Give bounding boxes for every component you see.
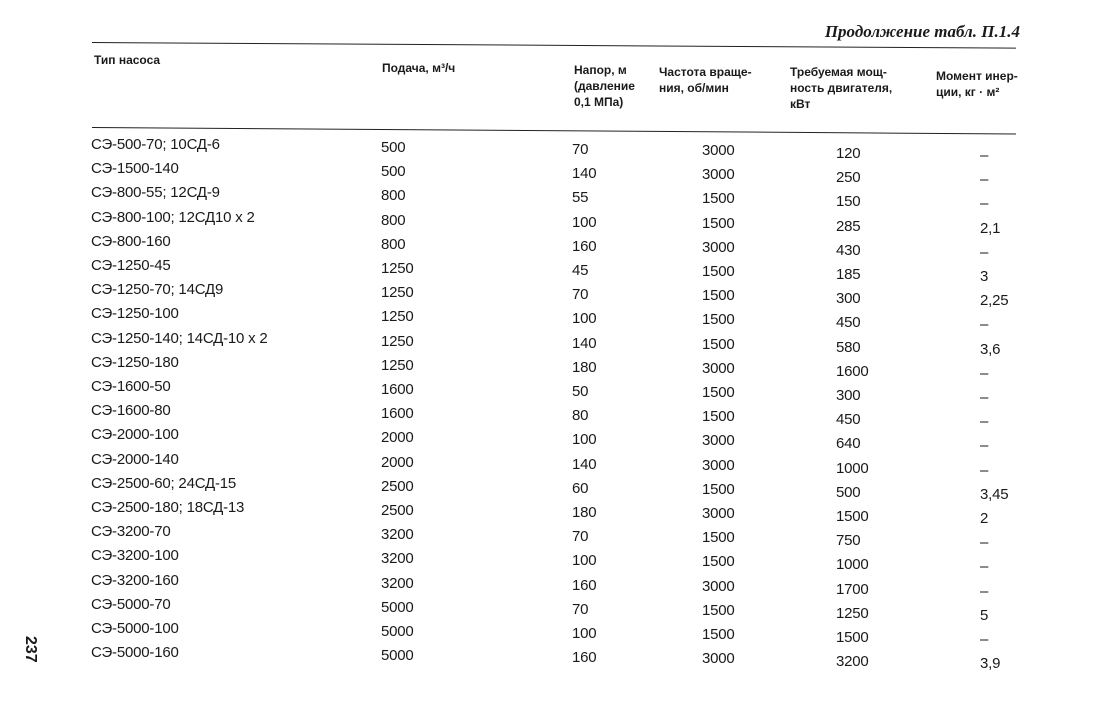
flow-cell: 1250: [381, 284, 414, 302]
pump-type-cell: СЭ-5000-100: [91, 620, 179, 637]
head-cell: 180: [572, 358, 597, 376]
flow-cell: 500: [381, 139, 406, 156]
speed-cell: 1500: [702, 214, 735, 232]
head-cell: 160: [572, 649, 597, 667]
table-row: [0, 449, 1106, 479]
inertia-cell: –: [980, 195, 989, 213]
table-row: [0, 255, 1106, 285]
inertia-cell: –: [980, 364, 989, 382]
header-head-line: (давление: [574, 79, 635, 93]
flow-cell: 2000: [381, 453, 414, 471]
speed-cell: 1500: [702, 529, 735, 547]
pump-type-cell: СЭ-1250-180: [91, 353, 179, 371]
speed-cell: 3000: [702, 505, 735, 522]
pump-type-cell: СЭ-2000-100: [91, 426, 179, 444]
speed-cell: 3000: [702, 577, 735, 595]
pump-type-cell: СЭ-1600-80: [91, 402, 171, 420]
flow-cell: 800: [381, 211, 406, 229]
table-row: [0, 158, 1106, 189]
head-cell: 100: [572, 431, 597, 449]
table-row: [0, 473, 1106, 503]
speed-cell: 1500: [702, 263, 735, 280]
table-row: [0, 376, 1106, 406]
speed-cell: 3000: [702, 432, 735, 450]
head-cell: 55: [572, 189, 589, 207]
inertia-cell: –: [980, 631, 989, 648]
head-cell: 100: [572, 213, 597, 231]
power-cell: 450: [836, 411, 861, 429]
header-flow-line: Подача, м³/ч: [382, 61, 456, 75]
flow-cell: 1250: [381, 260, 414, 277]
flow-cell: 1250: [381, 308, 414, 326]
power-cell: 300: [836, 290, 861, 308]
table-row: [0, 231, 1106, 261]
inertia-cell: –: [980, 243, 989, 261]
power-cell: 1600: [836, 362, 869, 380]
top-rule: [92, 42, 1016, 49]
pump-type-cell: СЭ-2500-180; 18СД-13: [91, 499, 245, 516]
header-speed-line: ния, об/мин: [659, 81, 729, 95]
flow-cell: 3200: [381, 574, 414, 592]
head-cell: 70: [572, 600, 589, 618]
head-cell: 45: [572, 262, 589, 279]
head-cell: 80: [572, 407, 589, 425]
inertia-cell: –: [980, 558, 989, 576]
pump-type-cell: СЭ-2000-140: [91, 450, 179, 468]
inertia-cell: 3,6: [980, 340, 1001, 358]
head-cell: 60: [572, 479, 589, 497]
header-inertia-line: ции, кг · м²: [936, 85, 1000, 99]
flow-cell: 3200: [381, 550, 414, 568]
speed-cell: 1500: [702, 626, 735, 643]
flow-cell: 2500: [381, 502, 414, 519]
table-row: [0, 134, 1106, 164]
pump-type-cell: СЭ-3200-100: [91, 547, 179, 565]
flow-cell: 5000: [381, 647, 414, 665]
power-cell: 285: [836, 217, 861, 235]
pump-type-cell: СЭ-3200-160: [91, 571, 179, 589]
power-cell: 500: [836, 483, 861, 501]
pump-type-cell: СЭ-3200-70: [91, 523, 171, 541]
flow-cell: 800: [381, 235, 406, 253]
power-cell: 150: [836, 193, 861, 211]
power-cell: 750: [836, 532, 861, 550]
table-row: [0, 545, 1106, 576]
power-cell: 1000: [836, 459, 869, 477]
table-row: [0, 400, 1106, 431]
inertia-cell: 3,9: [980, 655, 1001, 673]
speed-cell: 1500: [702, 287, 735, 305]
flow-cell: 5000: [381, 623, 414, 640]
head-cell: 70: [572, 141, 589, 158]
inertia-cell: –: [980, 147, 989, 164]
table-row: [0, 279, 1106, 310]
pump-type-cell: СЭ-5000-160: [91, 644, 179, 662]
inertia-cell: –: [980, 437, 989, 455]
pump-type-cell: СЭ-1250-70; 14СД9: [91, 281, 224, 299]
speed-cell: 1500: [702, 553, 735, 571]
speed-cell: 1500: [702, 190, 735, 208]
header-power-line: кВт: [790, 97, 811, 111]
flow-cell: 3200: [381, 526, 414, 544]
table-row: [0, 328, 1106, 358]
power-cell: 1000: [836, 556, 869, 574]
header-type: Тип насоса: [94, 53, 161, 67]
speed-cell: 3000: [702, 142, 735, 159]
inertia-cell: 3: [980, 268, 989, 285]
table-row: [0, 424, 1106, 455]
speed-cell: 1500: [702, 384, 735, 401]
speed-cell: 1500: [702, 601, 735, 619]
speed-cell: 3000: [702, 650, 735, 668]
header-power-line: Требуемая мощ-: [790, 65, 887, 79]
speed-cell: 1500: [702, 335, 735, 353]
power-cell: 450: [836, 314, 861, 332]
pump-type-cell: СЭ-500-70; 10СД-6: [91, 136, 220, 153]
inertia-cell: –: [980, 534, 989, 552]
flow-cell: 5000: [381, 598, 414, 616]
flow-cell: 1600: [381, 381, 414, 398]
head-cell: 100: [572, 552, 597, 570]
table-row: [0, 642, 1106, 673]
pump-type-cell: СЭ-5000-70: [91, 595, 171, 613]
pump-type-cell: СЭ-1250-45: [91, 257, 171, 274]
page-number: 237: [22, 636, 39, 663]
header-speed: [659, 64, 752, 96]
header-inertia: [936, 68, 1018, 100]
inertia-cell: 2,1: [980, 219, 1001, 237]
head-cell: 140: [572, 165, 597, 183]
header-power-line: ность двигателя,: [790, 81, 893, 95]
header-head: [574, 62, 635, 110]
flow-cell: 1250: [381, 356, 414, 374]
speed-cell: 3000: [702, 166, 735, 184]
inertia-cell: –: [980, 389, 989, 406]
table-row: [0, 182, 1106, 213]
header-inertia-line: Момент инер-: [936, 69, 1018, 83]
speed-cell: 3000: [702, 359, 735, 377]
inertia-cell: –: [980, 582, 989, 600]
head-cell: 100: [572, 625, 597, 642]
power-cell: 250: [836, 169, 861, 187]
head-cell: 50: [572, 383, 589, 400]
table-row: [0, 352, 1106, 382]
header-head-line: 0,1 МПа): [574, 95, 624, 109]
table-row: [0, 207, 1106, 237]
pump-type-cell: СЭ-2500-60; 24СД-15: [91, 474, 237, 492]
speed-cell: 1500: [702, 311, 735, 329]
table-caption: Продолжение табл. П.1.4: [824, 22, 1020, 41]
power-cell: 430: [836, 241, 861, 259]
flow-cell: 2500: [381, 477, 414, 495]
head-cell: 180: [572, 504, 597, 521]
pump-type-cell: СЭ-800-55; 12СД-9: [91, 184, 220, 202]
table-row: [0, 521, 1106, 552]
head-cell: 160: [572, 237, 597, 255]
power-cell: 185: [836, 266, 861, 283]
head-cell: 100: [572, 310, 597, 328]
inertia-cell: –: [980, 316, 989, 334]
flow-cell: 1600: [381, 405, 414, 423]
speed-cell: 3000: [702, 238, 735, 256]
flow-cell: 2000: [381, 429, 414, 447]
flow-cell: 1250: [381, 332, 414, 350]
header-speed-line: Частота враще-: [659, 65, 752, 79]
head-cell: 70: [572, 286, 589, 304]
table-row: [0, 570, 1106, 600]
power-cell: 1500: [836, 508, 869, 525]
header-flow: [382, 60, 455, 76]
speed-cell: 3000: [702, 456, 735, 474]
header-head-line: Напор, м: [574, 63, 627, 77]
power-cell: 640: [836, 435, 861, 453]
table-row: [0, 497, 1106, 527]
speed-cell: 1500: [702, 408, 735, 426]
inertia-cell: –: [980, 413, 989, 431]
pump-type-cell: СЭ-1500-140: [91, 160, 179, 178]
head-cell: 140: [572, 455, 597, 473]
table-row: [0, 618, 1106, 648]
inertia-cell: 2,25: [980, 292, 1009, 310]
power-cell: 580: [836, 338, 861, 356]
head-cell: 70: [572, 528, 589, 546]
head-cell: 140: [572, 334, 597, 352]
power-cell: 120: [836, 145, 861, 162]
speed-cell: 1500: [702, 480, 735, 498]
pump-type-cell: СЭ-800-100; 12СД10 x 2: [91, 208, 255, 226]
flow-cell: 800: [381, 187, 406, 205]
pump-type-cell: СЭ-1250-100: [91, 305, 179, 323]
power-cell: 1250: [836, 604, 869, 622]
pump-type-cell: СЭ-800-160: [91, 232, 171, 250]
head-cell: 160: [572, 576, 597, 594]
header-power: [790, 64, 892, 112]
table-row: [0, 303, 1106, 334]
inertia-cell: –: [980, 171, 989, 189]
pump-type-cell: СЭ-1250-140; 14СД-10 x 2: [91, 329, 268, 347]
table-row: [0, 594, 1106, 624]
power-cell: 300: [836, 387, 861, 404]
inertia-cell: –: [980, 461, 989, 479]
pump-type-cell: СЭ-1600-50: [91, 378, 171, 395]
power-cell: 1500: [836, 629, 869, 646]
inertia-cell: 5: [980, 606, 989, 624]
power-cell: 3200: [836, 653, 869, 671]
flow-cell: 500: [381, 163, 406, 181]
power-cell: 1700: [836, 580, 869, 598]
inertia-cell: 2: [980, 510, 989, 527]
inertia-cell: 3,45: [980, 485, 1009, 503]
